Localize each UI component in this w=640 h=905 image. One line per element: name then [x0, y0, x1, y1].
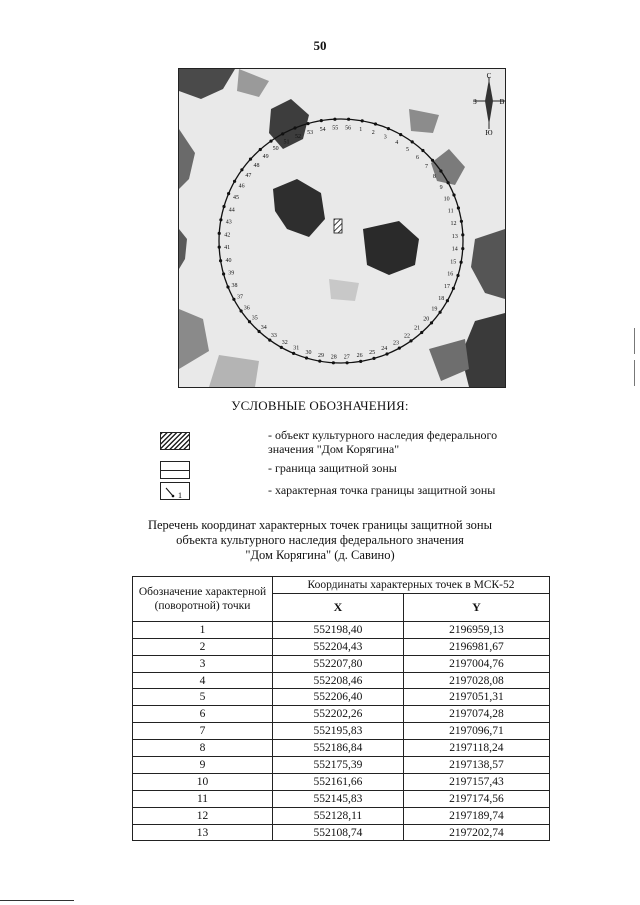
boundary-point-label: 52 — [295, 133, 301, 140]
boundary-point-label: 50 — [272, 146, 279, 153]
x-coordinate-cell: 552161,66 — [273, 773, 404, 790]
legend-item-label: - характерная точка границы защитной зоны — [268, 483, 496, 497]
x-coordinate-cell: 552202,26 — [273, 706, 404, 723]
boundary-point-label: 5 — [406, 146, 409, 153]
list-title-line: "Дом Корягина" (д. Савино) — [245, 548, 395, 562]
y-coordinate-cell: 2197028,08 — [403, 672, 549, 689]
boundary-point-label: 38 — [231, 282, 238, 289]
boundary-point-marker — [387, 127, 390, 130]
boundary-point-marker — [430, 321, 433, 324]
point-number-cell: 5 — [133, 689, 273, 706]
boundary-point-marker — [222, 205, 225, 208]
x-coordinate-cell: 552195,83 — [273, 723, 404, 740]
boundary-point-label: 43 — [225, 219, 232, 226]
boundary-point-marker — [361, 119, 364, 122]
boundary-point-label: 10 — [443, 196, 450, 203]
boundary-point-marker — [292, 352, 295, 355]
table-row — [133, 655, 550, 672]
x-coordinate-cell: 552128,11 — [273, 807, 404, 824]
map-svg — [179, 69, 505, 387]
boundary-point-marker — [447, 181, 450, 184]
table-row — [133, 757, 550, 774]
y-coordinate-cell: 2196959,13 — [403, 621, 549, 638]
coordinates-list-title — [0, 518, 640, 563]
x-coordinate-cell: 552206,40 — [273, 689, 404, 706]
boundary-point-marker — [409, 339, 412, 342]
point-number-cell: 8 — [133, 740, 273, 757]
point-number-cell: 2 — [133, 638, 273, 655]
list-title-line: Перечень координат характерных точек границы защитной зоны — [147, 518, 493, 532]
point-number-cell: 4 — [133, 672, 273, 689]
boundary-point-label: 30 — [305, 349, 312, 356]
list-title-line: объекта культурного наследия федерального значения — [176, 533, 464, 547]
x-coordinate-cell: 552208,46 — [273, 672, 404, 689]
boundary-point-marker — [359, 360, 362, 363]
boundary-point-marker — [452, 193, 455, 196]
boundary-point-marker — [457, 206, 460, 209]
y-coordinate-cell: 2197174,56 — [403, 790, 549, 807]
table-row — [133, 723, 550, 740]
x-coordinate-cell: 552198,40 — [273, 621, 404, 638]
y-coordinate-cell: 2197138,57 — [403, 757, 549, 774]
heritage-object-building — [334, 219, 342, 233]
legend-item-label: - объект культурного наследия федерального значения "Дом Корягина" — [268, 428, 498, 456]
boundary-point-label: 47 — [245, 173, 252, 179]
boundary-point-label: 41 — [224, 245, 231, 252]
boundary-point-label: 45 — [233, 195, 239, 202]
boundary-point-label: 3 — [383, 134, 387, 141]
boundary-point-label: 20 — [423, 316, 430, 323]
point-number-cell: 13 — [133, 824, 273, 841]
compass-west-label: З — [473, 98, 477, 106]
boundary-point-marker — [227, 192, 230, 195]
point-number-cell: 9 — [133, 757, 273, 774]
boundary-point-marker — [461, 233, 464, 236]
boundary-point-label: 31 — [293, 345, 300, 352]
boundary-point-label: 1 — [359, 127, 363, 134]
boundary-point-marker — [398, 347, 401, 350]
point-number-cell: 12 — [133, 807, 273, 824]
boundary-point-marker — [226, 285, 229, 288]
header-y: Y — [403, 593, 549, 621]
y-coordinate-cell: 2197004,76 — [403, 655, 549, 672]
boundary-point-marker — [233, 180, 236, 183]
boundary-point-label: 9 — [439, 185, 443, 191]
table-row — [133, 672, 550, 689]
boundary-point-marker — [461, 247, 464, 250]
margin-mark — [634, 328, 635, 354]
boundary-point-label: 14 — [451, 246, 458, 253]
compass-north-label: С — [486, 72, 492, 80]
boundary-point-label: 53 — [307, 129, 314, 136]
boundary-point-label: 34 — [260, 324, 267, 331]
boundary-point-marker — [218, 232, 221, 235]
boundary-point-marker — [421, 149, 424, 152]
boundary-point-label: 54 — [319, 127, 326, 133]
boundary-point-marker — [218, 246, 221, 249]
boundary-point-label: 16 — [447, 271, 454, 278]
boundary-point-label: 29 — [318, 352, 324, 359]
table-row — [133, 621, 550, 638]
boundary-point-marker — [249, 158, 252, 161]
boundary-point-label: 55 — [332, 125, 339, 132]
header-coordinates: Координаты характерных точек в МСК-52 — [273, 577, 550, 594]
boundary-point-marker — [240, 309, 243, 312]
boundary-point-label: 27 — [343, 354, 350, 361]
boundary-point-label: 4 — [395, 140, 399, 147]
compass-south-label: Ю — [485, 129, 493, 137]
boundary-point-marker — [452, 287, 455, 290]
table-row — [133, 807, 550, 824]
margin-mark — [634, 360, 635, 386]
boundary-point-label: 42 — [224, 232, 231, 239]
y-coordinate-cell: 2197118,24 — [403, 740, 549, 757]
y-coordinate-cell: 2197202,74 — [403, 824, 549, 841]
coordinates-table — [132, 576, 550, 841]
y-coordinate-cell: 2197074,28 — [403, 706, 549, 723]
table-row — [133, 740, 550, 757]
boundary-point-label: 28 — [330, 354, 337, 361]
boundary-point-marker — [399, 133, 402, 136]
boundary-point-label: 36 — [243, 305, 250, 312]
boundary-point-label: 19 — [431, 306, 438, 313]
y-coordinate-cell: 2197051,31 — [403, 689, 549, 706]
boundary-point-marker — [411, 140, 414, 143]
point-legend-icon — [160, 482, 190, 500]
boundary-point-label: 26 — [356, 353, 363, 359]
boundary-point-marker — [219, 218, 222, 221]
boundary-point-label: 6 — [416, 155, 419, 161]
boundary-point-label: 12 — [450, 221, 457, 228]
boundary-point-label: 40 — [225, 257, 232, 264]
boundary-point-marker — [268, 339, 271, 342]
boundary-point-marker — [333, 118, 336, 121]
boundary-point-marker — [460, 220, 463, 223]
table-row — [133, 824, 550, 841]
boundary-point-label: 22 — [404, 333, 410, 340]
x-coordinate-cell: 552108,74 — [273, 824, 404, 841]
boundary-point-marker — [420, 331, 423, 334]
boundary-point-label: 33 — [270, 332, 277, 339]
boundary-point-marker — [222, 272, 225, 275]
point-number-cell: 6 — [133, 706, 273, 723]
boundary-point-label: 32 — [281, 339, 288, 346]
point-number-cell: 3 — [133, 655, 273, 672]
hatch-legend-icon — [160, 432, 190, 450]
boundary-point-label: 51 — [283, 139, 290, 146]
y-coordinate-cell: 2196981,67 — [403, 638, 549, 655]
boundary-point-label: 46 — [238, 183, 245, 190]
boundary-point-label: 15 — [450, 259, 457, 266]
boundary-point-label: 13 — [451, 233, 458, 240]
boundary-point-label: 7 — [425, 164, 428, 171]
boundary-point-label: 11 — [447, 208, 454, 215]
boundary-legend-icon — [160, 461, 190, 479]
point-number-cell: 1 — [133, 621, 273, 638]
point-number-cell: 11 — [133, 790, 273, 807]
boundary-point-marker — [259, 148, 262, 151]
boundary-point-marker — [374, 122, 377, 125]
table-row — [133, 689, 550, 706]
boundary-point-marker — [306, 122, 309, 125]
legend-title: УСЛОВНЫЕ ОБОЗНАЧЕНИЯ: — [231, 398, 409, 413]
map-image — [178, 68, 506, 388]
boundary-point-label: 39 — [228, 270, 235, 277]
table-row — [133, 706, 550, 723]
table-row — [133, 638, 550, 655]
boundary-point-marker — [431, 159, 434, 162]
table-row — [133, 790, 550, 807]
x-coordinate-cell: 552186,84 — [273, 740, 404, 757]
boundary-point-label: 24 — [381, 346, 388, 352]
y-coordinate-cell: 2197189,74 — [403, 807, 549, 824]
point-number-cell: 7 — [133, 723, 273, 740]
boundary-point-marker — [219, 259, 222, 262]
compass-east-label: В — [499, 98, 505, 106]
boundary-point-marker — [439, 311, 442, 314]
boundary-point-label: 18 — [438, 295, 445, 302]
boundary-point-marker — [439, 169, 442, 172]
boundary-point-marker — [456, 274, 459, 277]
boundary-point-marker — [318, 360, 321, 363]
x-coordinate-cell: 552175,39 — [273, 757, 404, 774]
header-point-designation: Обозначение характерной (поворотной) точки — [133, 577, 273, 622]
boundary-point-label: 21 — [414, 325, 421, 332]
footer-rule — [0, 900, 74, 901]
boundary-point-marker — [248, 320, 251, 323]
boundary-point-marker — [446, 299, 449, 302]
boundary-point-marker — [232, 298, 235, 301]
y-coordinate-cell: 2197096,71 — [403, 723, 549, 740]
boundary-point-label: 48 — [253, 163, 260, 169]
boundary-point-marker — [385, 352, 388, 355]
boundary-point-marker — [281, 132, 284, 135]
boundary-point-marker — [346, 361, 349, 364]
x-coordinate-cell: 552145,83 — [273, 790, 404, 807]
boundary-point-label: 37 — [237, 294, 243, 301]
x-coordinate-cell: 552207,80 — [273, 655, 404, 672]
x-coordinate-cell: 552204,43 — [273, 638, 404, 655]
boundary-point-marker — [269, 140, 272, 143]
boundary-point-marker — [460, 261, 463, 264]
boundary-point-label: 44 — [228, 207, 235, 214]
y-coordinate-cell: 2197157,43 — [403, 773, 549, 790]
header-x: X — [273, 593, 404, 621]
boundary-point-label: 25 — [369, 350, 376, 357]
boundary-point-marker — [280, 346, 283, 349]
point-number-cell: 10 — [133, 773, 273, 790]
boundary-point-marker — [240, 168, 243, 171]
boundary-point-label: 35 — [251, 315, 258, 322]
boundary-point-marker — [372, 357, 375, 360]
boundary-point-marker — [347, 118, 350, 121]
boundary-point-label: 56 — [345, 125, 352, 132]
boundary-point-marker — [293, 126, 296, 129]
boundary-point-label: 2 — [371, 130, 375, 137]
boundary-point-label: 23 — [393, 340, 399, 347]
legend-item-label: - граница защитной зоны — [268, 461, 397, 475]
boundary-point-label: 17 — [444, 284, 450, 291]
boundary-point-marker — [332, 361, 335, 364]
boundary-point-marker — [320, 119, 323, 122]
page-number: 50 — [313, 38, 327, 53]
boundary-point-label: 49 — [262, 154, 269, 160]
boundary-point-label: 8 — [432, 174, 436, 181]
table-row — [133, 773, 550, 790]
boundary-point-marker — [305, 356, 308, 359]
point-legend-number: 1 — [178, 491, 182, 500]
